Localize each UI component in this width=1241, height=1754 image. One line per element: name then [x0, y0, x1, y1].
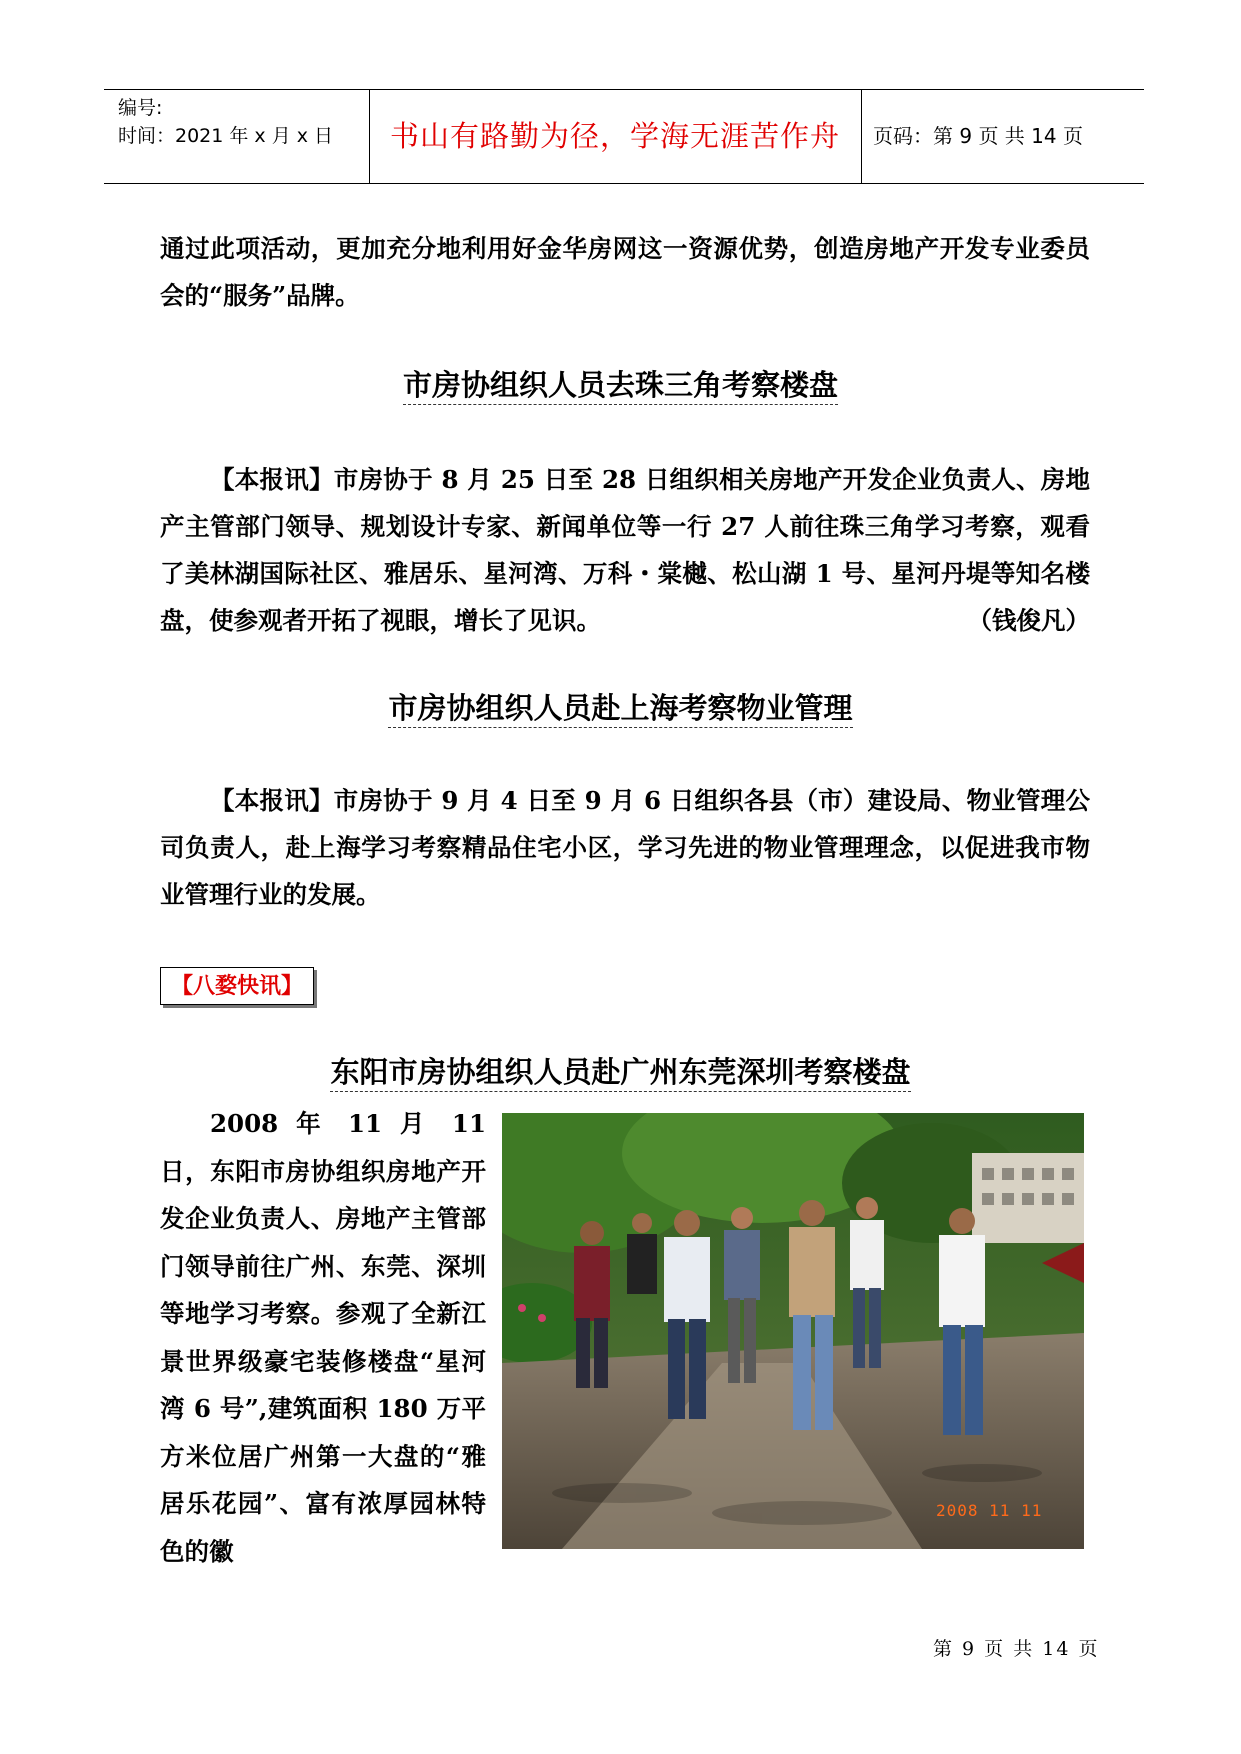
header-meta — [118, 94, 333, 150]
section-tag: 【八婺快讯】 — [160, 967, 314, 1005]
intro-paragraph: 通过此项活动，更加充分地利用好金华房网这一资源优势，创造房地产开发专业委员会的“服务”品牌。 — [160, 234, 1090, 310]
group-visit-photo — [502, 1113, 1084, 1549]
article3-title: 东阳市房协组织人员赴广州东莞深圳考察楼盘 — [0, 1050, 1241, 1091]
page-footer: 第 9 页 共 14 页 — [933, 1638, 1100, 1660]
page-header — [104, 89, 1144, 184]
photo-illustration — [502, 1113, 1084, 1549]
header-time-label: 时间：2021 年 x 月 x 日 — [118, 125, 334, 147]
article2-title: 市房协组织人员赴上海考察物业管理 — [0, 686, 1241, 727]
photo-date-stamp: 2008 11 11 — [936, 1501, 1043, 1520]
article2-body: 【本报讯】市房协于 9 月 4 日至 9 月 6 日组织各县（市）建设局、物业管理公司负责人，赴上海学习考察精品住宅小区，学习先进的物业管理理念，以促进我市物业管理行业的发展。 — [160, 786, 1090, 909]
article1-author: （钱俊凡） — [967, 606, 1090, 635]
article1-body: 【本报讯】市房协于 8 月 25 日至 28 日组织相关房地产开发企业负责人、房地产主管部门领导、规划设计专家、新闻单位等一行 27 人前往珠三角学习考察，观看了美林湖国际社区、雅居乐、星河湾、万科・棠樾、松山湖 1 号、星河丹堤等知名楼盘，使参观者开拓了视眼，增长了见识。 （钱俊凡） — [160, 456, 1090, 644]
header-page-label: 页码：第 9 页 共 14 页 — [873, 124, 1083, 148]
article1-title: 市房协组织人员去珠三角考察楼盘 — [0, 363, 1241, 404]
header-divider — [861, 90, 862, 183]
article3-body: 2008 年 11 月 11 日，东阳市房协组织房地产开发企业负责人、房地产主管部门领导前往广州、东莞、深圳等地学习考察。参观了全新江景世界级豪宅装修楼盘“星河湾 6 号”,建筑面积 180 万平方米位居广州第一大盘的“雅居乐花园”、富有浓厚园林特色的徽 — [160, 1109, 486, 1566]
header-motto: 书山有路勤为径，学海无涯苦作舟 — [389, 119, 840, 153]
header-number-label: 编号: — [118, 97, 163, 119]
